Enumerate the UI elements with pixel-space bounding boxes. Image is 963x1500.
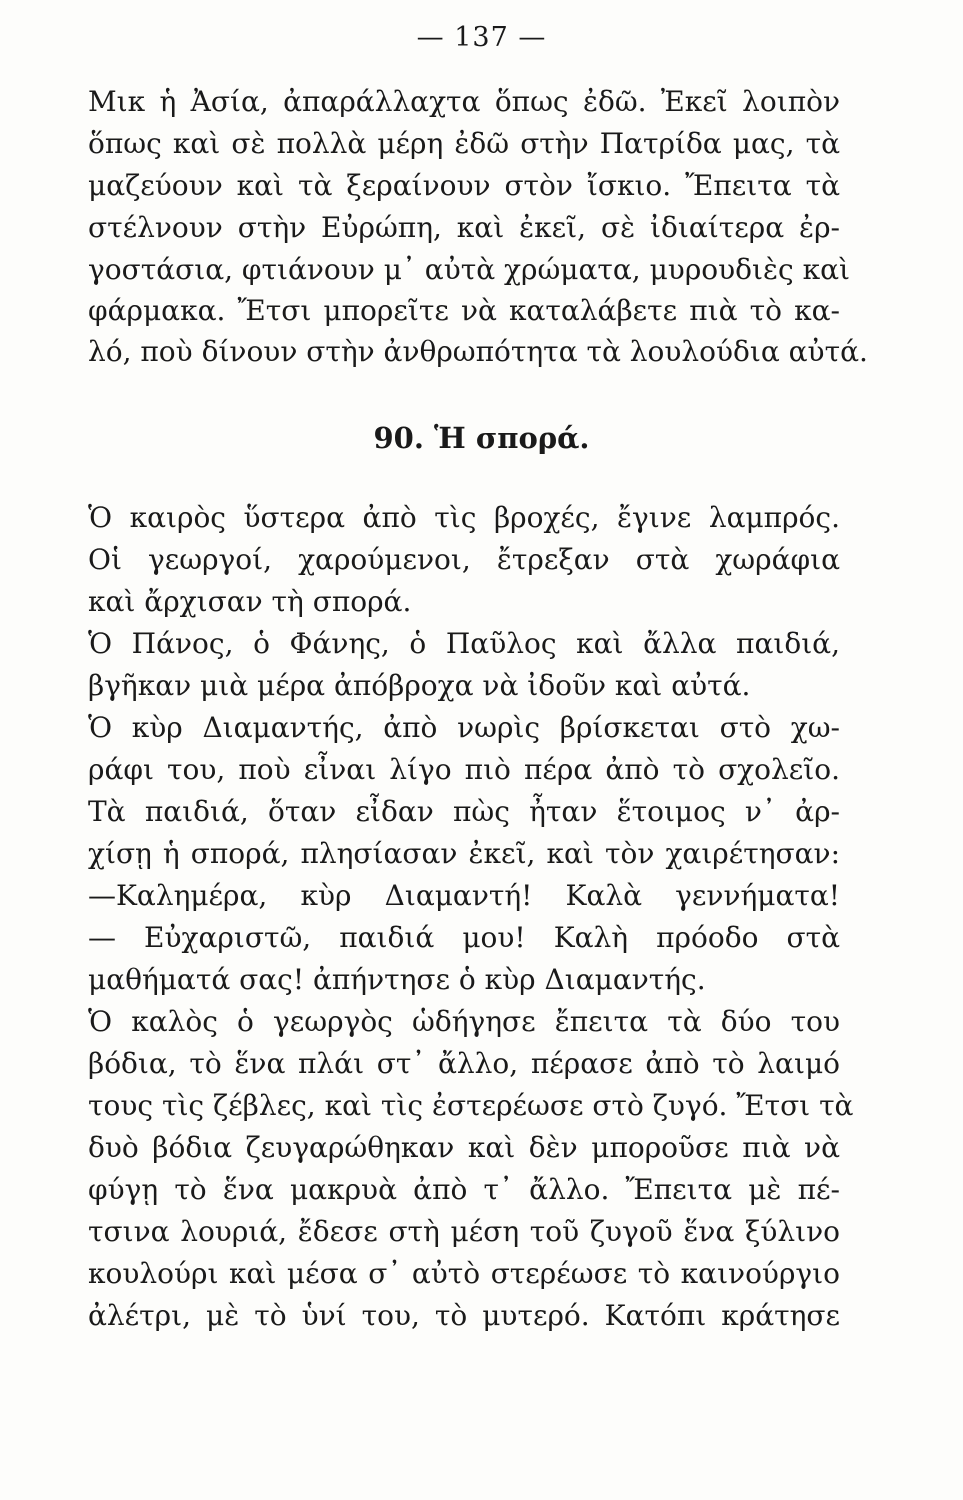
text-line: γοστάσια, φτιάνουν μ᾿ αὐτὰ χρώματα, μυρουδιὲς καὶ [88,253,850,286]
text-line: βγῆκαν μιὰ μέρα ἀπόβροχα νὰ ἰδοῦν καὶ αὐτά. [88,669,751,702]
text-line: κουλούρι καὶ μέσα σ᾿ αὐτὸ στερέωσε τὸ καινούργιο [88,1257,840,1290]
text-line: μαθήματά σας! ἀπήντησε ὁ κὺρ Διαμαντής. [88,963,706,996]
text-line: Ὁ καλὸς ὁ γεωργὸς ὡδήγησε ἔπειτα τὰ δύο του [88,1005,840,1038]
text-line: στέλνουν στὴν Εὐρώπη, καὶ ἐκεῖ, σὲ ἰδιαίτερα ἐρ- [88,211,840,244]
text-line: ἀλέτρι, μὲ τὸ ὑνί του, τὸ μυτερό. Κατόπι κράτησε [88,1299,840,1332]
text-line: ράφι του, ποὺ εἶναι λίγο πιὸ πέρα ἀπὸ τὸ σχολεῖο. [88,753,840,786]
text-line: φάρμακα. Ἔτσι μπορεῖτε νὰ καταλάβετε πιὰ τὸ κα- [88,294,840,327]
text-line: —Καλημέρα, κὺρ Διαμαντή! Καλὰ γεννήματα! [88,879,840,912]
text-line: μαζεύουν καὶ τὰ ξεραίνουν στὸν ἴσκιο. Ἔπειτα τὰ [88,169,840,202]
text-line: βόδια, τὸ ἕνα πλάι στ᾿ ἄλλο, πέρασε ἀπὸ τὸ λαιμό [88,1047,840,1080]
text-line: Τὰ παιδιά, ὅταν εἶδαν πὼς ἦταν ἕτοιμος ν᾿ ἀρ- [88,795,840,828]
text-line: τσινα λουριά, ἔδεσε στὴ μέση τοῦ ζυγοῦ ἕνα ξύλινο [88,1215,840,1248]
text-line: Ὁ Πάνος, ὁ Φάνης, ὁ Παῦλος καὶ ἄλλα παιδιά, [88,627,840,660]
text-line: Οἱ γεωργοί, χαρούμενοι, ἔτρεξαν στὰ χωράφια [88,543,840,576]
section-heading: 90. Ἡ σπορά. [373,421,590,455]
text-line: χίσῃ ἡ σπορά, πλησίασαν ἐκεῖ, καὶ τὸν χαιρέτησαν: [88,837,840,870]
text-line: Ὁ κὺρ Διαμαντής, ἀπὸ νωρὶς βρίσκεται στὸ χω- [88,711,840,744]
text-line: — Εὐχαριστῶ, παιδιά μου! Καλὴ πρόοδο στὰ [88,921,840,954]
text-line: ὅπως καὶ σὲ πολλὰ μέρη ἐδῶ στὴν Πατρίδα μας, τὰ [88,127,840,160]
page-number: — 137 — [416,22,547,53]
text-line: Μικ ἡ Ἀσία, ἀπαράλλαχτα ὅπως ἐδῶ. Ἐκεῖ λοιπὸν [88,85,840,118]
text-line: δυὸ βόδια ζευγαρώθηκαν καὶ δὲν μποροῦσε πιὰ νὰ [88,1131,840,1164]
text-line: λό, ποὺ δίνουν στὴν ἀνθρωπότητα τὰ λουλούδια αὐτά. [88,335,868,368]
text-line: καὶ ἄρχισαν τὴ σπορά. [88,585,412,618]
text-line: φύγῃ τὸ ἕνα μακρυὰ ἀπὸ τ᾿ ἄλλο. Ἔπειτα μὲ πέ- [88,1173,840,1206]
text-line: τους τὶς ζέβλες, καὶ τὶς ἐστερέωσε στὸ ζυγό. Ἔτσι τὰ [88,1089,854,1122]
text-line: Ὁ καιρὸς ὕστερα ἀπὸ τὶς βροχές, ἔγινε λαμπρός. [88,501,840,534]
